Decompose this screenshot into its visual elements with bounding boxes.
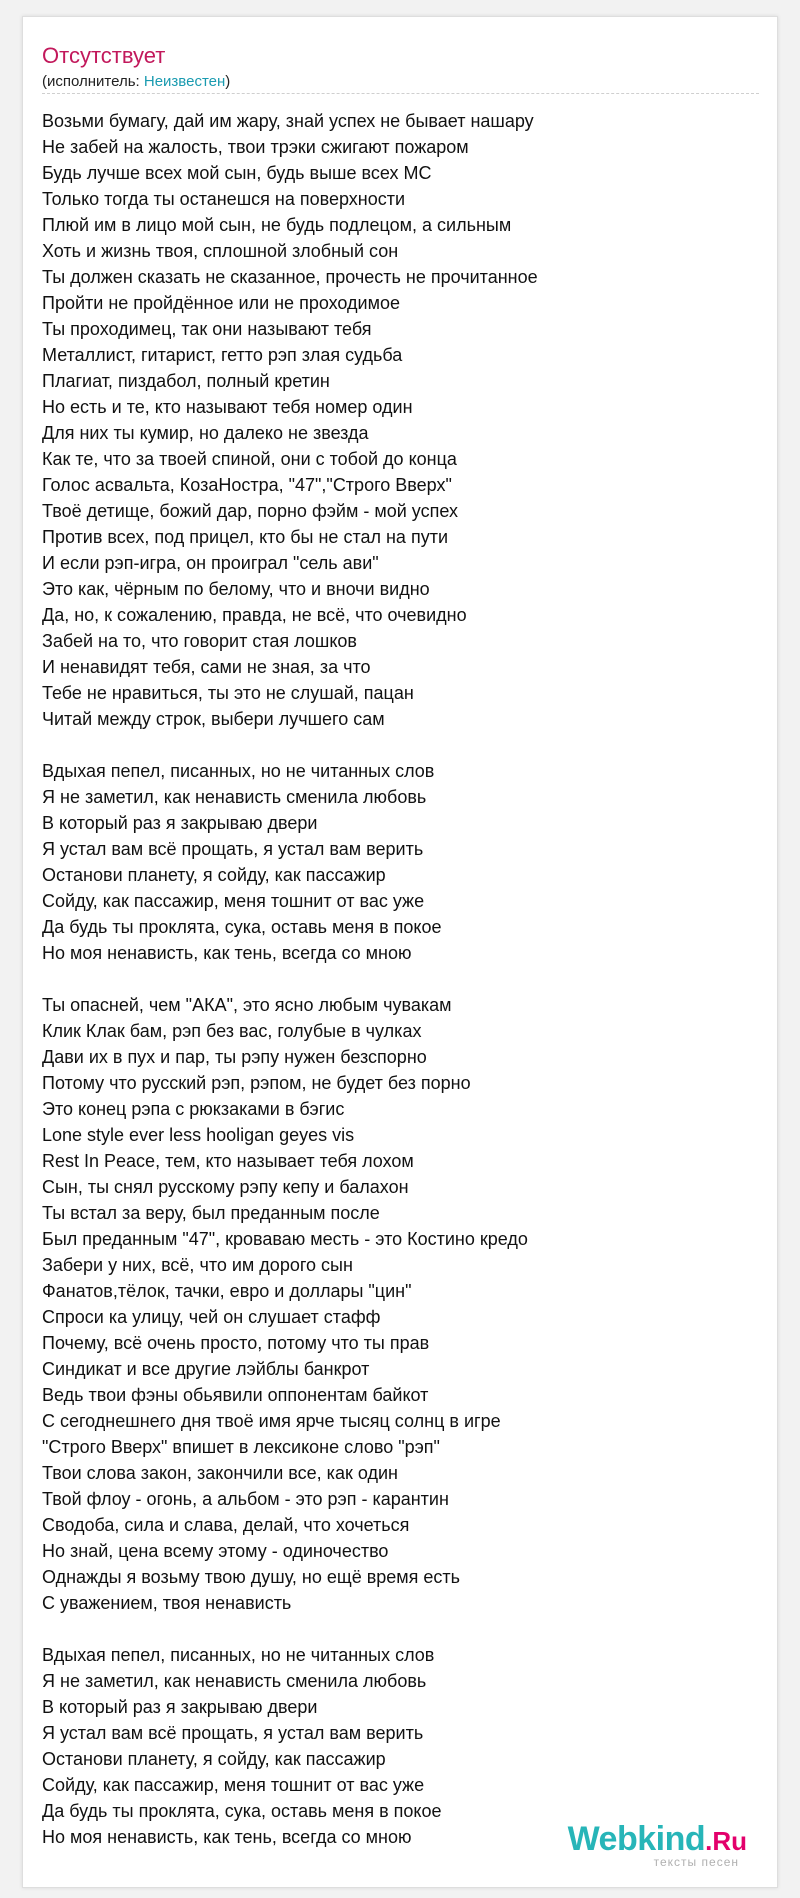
- lyric-line: Был преданным "47", кроваваю месть - это Костино кредо: [42, 1229, 528, 1249]
- lyric-line: Вдыхая пепел, писанных, но не читанных слов: [42, 1645, 435, 1665]
- lyric-line: Возьми бумагу, дай им жару, знай успех не бывает нашару: [42, 111, 534, 131]
- lyric-line: Твой флоу - огонь, а альбом - это рэп - карантин: [42, 1489, 449, 1509]
- lyric-line: Будь лучше всех мой сын, будь выше всех MC: [42, 163, 432, 183]
- lyric-line: Ты проходимец, так они называют тебя: [42, 319, 372, 339]
- lyric-line: Твои слова закон, закончили все, как один: [42, 1463, 398, 1483]
- lyric-line: Забей на то, что говорит стая лошков: [42, 631, 357, 651]
- lyric-line: Против всех, под прицел, кто бы не стал на пути: [42, 527, 448, 547]
- logo-tld-text: .Ru: [705, 1826, 747, 1856]
- lyric-line: Клик Клак бам, рэп без вас, голубые в чулках: [42, 1021, 422, 1041]
- lyrics-card: [22, 16, 778, 1888]
- lyric-line: Только тогда ты останешся на поверхности: [42, 189, 406, 209]
- lyric-line: Тебе не нравиться, ты это не слушай, пацан: [42, 683, 414, 703]
- stanza-3: [42, 992, 762, 1616]
- lyric-line: Хоть и жизнь твоя, сплошной злобный сон: [42, 241, 399, 261]
- divider: [42, 93, 759, 94]
- song-title: Отсутствует: [42, 43, 166, 68]
- lyric-line: Я не заметил, как ненависть сменила любовь: [42, 1671, 427, 1691]
- lyric-line: Но моя ненависть, как тень, всегда со мною: [42, 1827, 412, 1847]
- lyric-line: Металлист, гитарист, гетто рэп злая судьба: [42, 345, 403, 365]
- lyric-line: Останови планету, я сойду, как пассажир: [42, 865, 386, 885]
- lyric-line: С уважением, твоя ненависть: [42, 1593, 292, 1613]
- lyric-line: Ты опасней, чем "АКА", это ясно любым чувакам: [42, 995, 452, 1015]
- lyric-line: Но моя ненависть, как тень, всегда со мною: [42, 943, 412, 963]
- artist-line: [42, 73, 230, 90]
- lyric-line: Да будь ты проклята, сука, оставь меня в покое: [42, 1801, 442, 1821]
- lyric-line: Почему, всё очень просто, потому что ты прав: [42, 1333, 430, 1353]
- artist-link[interactable]: Неизвестен: [143, 73, 226, 90]
- lyric-line: Но есть и те, кто называют тебя номер один: [42, 397, 413, 417]
- logo-main-text: Webkind: [567, 1820, 706, 1858]
- lyric-line: Останови планету, я сойду, как пассажир: [42, 1749, 386, 1769]
- logo-tagline: тексты песен: [653, 1855, 739, 1869]
- lyric-line: Дави их в пух и пар, ты рэпу нужен безспорно: [42, 1047, 427, 1067]
- lyric-line: Я устал вам всё прощать, я устал вам верить: [42, 1723, 424, 1743]
- lyric-line: Плюй им в лицо мой сын, не будь подлецом, а сильным: [42, 215, 512, 235]
- lyric-line: Да, но, к сожалению, правда, не всё, что очевидно: [42, 605, 467, 625]
- lyric-line: Для них ты кумир, но далеко не звезда: [42, 423, 369, 443]
- lyric-line: Я не заметил, как ненависть сменила любовь: [42, 787, 427, 807]
- lyric-line: Не забей на жалость, твои трэки сжигают пожаром: [42, 137, 469, 157]
- lyric-line: Сын, ты снял русскому рэпу кепу и балахон: [42, 1177, 409, 1197]
- lyric-line: И если рэп-игра, он проиграл "сель ави": [42, 553, 379, 573]
- lyric-line: "Строго Вверх" впишет в лексиконе слово "рэп": [42, 1437, 440, 1457]
- lyric-line: В который раз я закрываю двери: [42, 1697, 318, 1717]
- stanza-2: [42, 758, 762, 966]
- lyric-line: Забери у них, всё, что им дорого сын: [42, 1255, 353, 1275]
- lyric-line: Пройти не пройдённое или не проходимое: [42, 293, 401, 313]
- lyric-line: Но знай, цена всему этому - одиночество: [42, 1541, 389, 1561]
- lyric-line: С сегоднешнего дня твоё имя ярче тысяц солнц в игре: [42, 1411, 501, 1431]
- lyric-line: Сводоба, сила и слава, делай, что хочеться: [42, 1515, 410, 1535]
- lyric-line: Lone style ever less hooligan geyes vis: [42, 1125, 355, 1145]
- lyric-line: Спроси ка улицу, чей он слушает стафф: [42, 1307, 381, 1327]
- webkind-logo[interactable]: [568, 1822, 747, 1869]
- lyric-line: Ты встал за веру, был преданным после: [42, 1203, 380, 1223]
- lyric-line: Фанатов,тёлок, тачки, евро и доллары "цин": [42, 1281, 412, 1301]
- stanza-1: [42, 108, 762, 732]
- lyric-line: Ведь твои фэны обьявили оппонентам байкот: [42, 1385, 429, 1405]
- lyric-line: Синдикат и все другие лэйблы банкрот: [42, 1359, 370, 1379]
- lyric-line: В который раз я закрываю двери: [42, 813, 318, 833]
- lyric-line: Сойду, как пассажир, меня тошнит от вас уже: [42, 1775, 425, 1795]
- lyric-line: Плагиат, пиздабол, полный кретин: [42, 371, 330, 391]
- lyric-line: Потому что русский рэп, рэпом, не будет без порно: [42, 1073, 471, 1093]
- lyric-line: Вдыхая пепел, писанных, но не читанных слов: [42, 761, 435, 781]
- lyric-line: Однажды я возьму твою душу, но ещё время есть: [42, 1567, 461, 1587]
- lyric-line: Ты должен сказать не сказанное, прочесть не прочитанное: [42, 267, 538, 287]
- artist-prefix: (исполнитель:: [42, 73, 144, 90]
- lyric-line: Читай между строк, выбери лучшего сам: [42, 709, 385, 729]
- lyrics-body: [42, 108, 762, 1876]
- lyric-line: Rest In Peace, тем, кто называет тебя лохом: [42, 1151, 414, 1171]
- lyric-line: Как те, что за твоей спиной, они с тобой до конца: [42, 449, 457, 469]
- lyric-line: Это конец рэпа с рюкзаками в бэгис: [42, 1099, 345, 1119]
- lyric-line: Я устал вам всё прощать, я устал вам верить: [42, 839, 424, 859]
- stanza-4: [42, 1642, 762, 1850]
- artist-suffix: ): [225, 73, 231, 90]
- lyric-line: Твоё детище, божий дар, порно фэйм - мой успех: [42, 501, 458, 521]
- lyric-line: Это как, чёрным по белому, что и вночи видно: [42, 579, 430, 599]
- lyric-line: И ненавидят тебя, сами не зная, за что: [42, 657, 371, 677]
- lyric-line: Да будь ты проклята, сука, оставь меня в покое: [42, 917, 442, 937]
- lyric-line: Сойду, как пассажир, меня тошнит от вас уже: [42, 891, 425, 911]
- lyric-line: Голос асвальта, КозаНостра, "47","Строго Вверх": [42, 475, 452, 495]
